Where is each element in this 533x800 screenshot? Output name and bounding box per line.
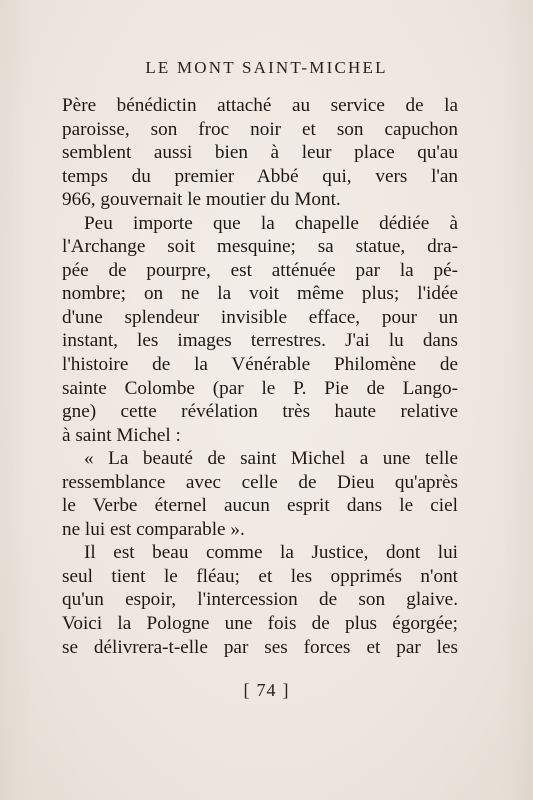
text-line: qu'un espoir, l'intercession de son glaive. bbox=[62, 589, 458, 611]
text-line: « La beauté de saint Michel a une telle bbox=[84, 448, 458, 470]
text-line: à saint Michel : bbox=[62, 424, 181, 446]
text-line: ressemblance avec celle de Dieu qu'après bbox=[62, 471, 458, 493]
text-line: se délivrera-t-elle par ses forces et par les bbox=[62, 636, 458, 658]
text-line: le Verbe éternel aucun esprit dans le ciel bbox=[62, 495, 458, 517]
text-line: semblent aussi bien à leur place qu'au bbox=[62, 142, 458, 164]
text-line: Père bénédictin attaché au service de la bbox=[62, 95, 458, 116]
text-line: l'Archange soit mesquine; sa statue, dra- bbox=[62, 236, 458, 258]
text-line: seul tient le fléau; et les opprimés n'ont bbox=[62, 565, 458, 587]
text-line: paroisse, son froc noir et son capuchon bbox=[62, 118, 458, 140]
body-text bbox=[62, 94, 458, 659]
bracket-close: ] bbox=[282, 680, 290, 700]
text-line: d'une splendeur invisible efface, pour un bbox=[62, 306, 458, 328]
text-line: Peu importe que la chapelle dédiée à bbox=[84, 212, 458, 234]
text-line: temps du premier Abbé qui, vers l'an bbox=[62, 165, 458, 187]
text-line: Il est beau comme la Justice, dont lui bbox=[84, 542, 458, 564]
page-number bbox=[0, 680, 533, 701]
text-line: Voici la Pologne une fois de plus égorgée; bbox=[62, 613, 458, 635]
text-line: gne) cette révélation très haute relative bbox=[62, 401, 458, 423]
bracket-open: [ bbox=[243, 680, 251, 700]
text-line: ne lui est comparable ». bbox=[62, 518, 245, 540]
text-line: 966, gouvernait le moutier du Mont. bbox=[62, 189, 341, 211]
page-number-value: 74 bbox=[256, 680, 277, 700]
text-line: pée de pourpre, est atténuée par la pé- bbox=[62, 259, 458, 281]
text-line: l'histoire de la Vénérable Philomène de bbox=[62, 354, 458, 376]
text-line: sainte Colombe (par le P. Pie de Lango- bbox=[62, 377, 458, 399]
running-head: LE MONT SAINT-MICHEL bbox=[145, 58, 388, 77]
text-line: instant, les images terrestres. J'ai lu dans bbox=[62, 330, 458, 352]
text-line: nombre; on ne la voit même plus; l'idée bbox=[62, 283, 458, 305]
